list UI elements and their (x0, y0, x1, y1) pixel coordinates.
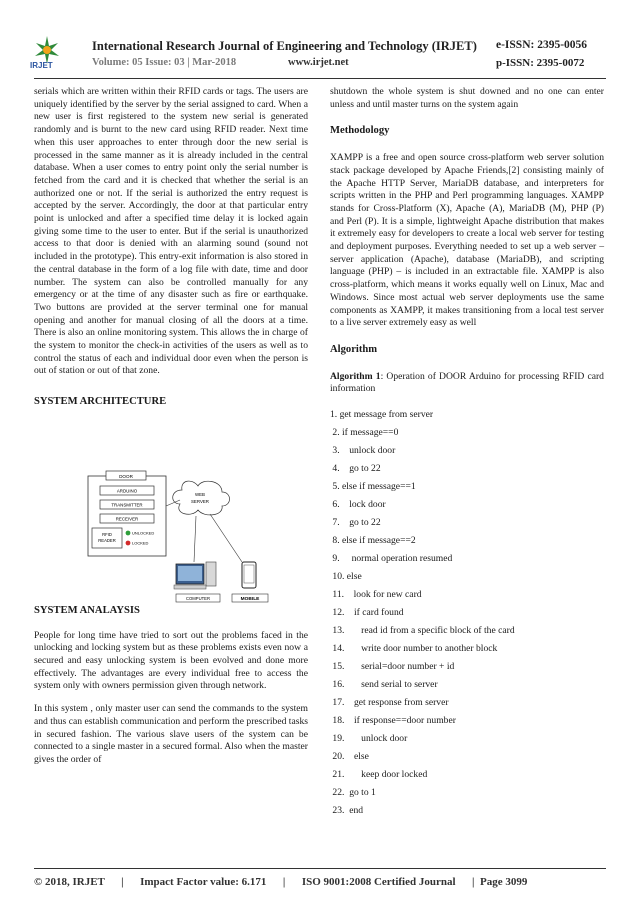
footer-impact-factor: Impact Factor value: 6.171 (140, 876, 267, 888)
mobile-icon (242, 562, 256, 588)
journal-title: International Research Journal of Engineering and Technology (IRJET) (92, 39, 477, 53)
locked-label: LOCKED (132, 540, 149, 546)
algorithm-step: 7. go to 22 (330, 517, 381, 529)
algorithm-description: : Operation of DOOR Arduino for processing RFID card information (330, 370, 604, 395)
algorithm-step: 6. lock door (330, 499, 386, 511)
connector-line (194, 516, 196, 562)
unlocked-led-icon (126, 531, 131, 536)
algorithm-step: 14. write door number to another block (330, 643, 498, 655)
body-paragraph: serials which are written within their RFID cards or tags. The users are uniquely identified by the server by the serial assigned to card. When a new user is first registered to the system new serial is generated randomly and is burnt to the new card using RFID reader. Next time when this user approaches to enter through door the new serial is processed in the same manner as it is already included in the central database. When a user comes to entry point only the serial number is fetched from the card and it is checked that whether the serial is an authorized one or not. If the serial is authorized the entry request is accepted by the server. Accordingly, the door at that particular entry point is unlocked and after a specified time delay it is locked again giving some time to the user to enter. But if the serial is unauthorized access to that door is denied with an alarming sound (sound not included in the prototype). This entry-exit information is also stored in the central database in the form of a log file with date, time and door number. The system can also be controlled manually for any emergency or at the time of any disaster such as fire or earthquake. Two buttons are provided at the server terminal one for manual opening and another for manual closing of all the doors at a time. There is also an online monitoring system. This allows the in charge of the system to monitor the check-in activities of the users as well as to control the status of each and individual door even when the person is out of station or out of that zone. (34, 86, 308, 377)
algorithm-step: 17. get response from server (330, 697, 449, 709)
algorithm-step: 2. if message==0 (330, 427, 399, 439)
body-paragraph: shutdown the whole system is shut downed and no one can enter unless and until master turns on the system again (330, 86, 604, 110)
computer-label: COMPUTER (186, 596, 210, 601)
locked-led-icon (126, 541, 131, 546)
journal-header (0, 0, 638, 78)
algorithm-step: 20. else (330, 751, 369, 763)
footer-iso: ISO 9001:2008 Certified Journal (301, 876, 456, 888)
algorithm-step: 16. send serial to server (330, 679, 438, 691)
rfid-label-1: RFID (102, 532, 112, 537)
body-paragraph: In this system , only master user can send the commands to the system and thus can establish communication and perform the prescribed tasks in secured fashion. The various slave users of the system can be connected to a single master in a secured formal. Also when the master gives the order of (34, 703, 308, 765)
web-label: WEB (194, 492, 206, 497)
left-column (34, 86, 308, 777)
algorithm-step: 5. else if message==1 (330, 481, 416, 493)
algorithm-step: 4. go to 22 (330, 463, 381, 475)
receiver-label: RECEIVER (115, 516, 139, 522)
right-column (330, 86, 604, 820)
page-footer: © 2018, IRJET | Impact Factor value: 6.171 | ISO 9001:2008 Certified Journal | Page 3099 (34, 876, 528, 888)
web-server-cloud-icon (173, 481, 230, 515)
volume-issue: Volume: 05 Issue: 03 | Mar-2018 (92, 57, 237, 68)
algorithm-caption (330, 371, 604, 396)
connector-line (210, 514, 242, 562)
algorithm-label: Algorithm 1 (330, 370, 381, 382)
algorithm-step: 11. look for new card (330, 589, 422, 601)
server-label: SERVER (191, 499, 209, 504)
footer-copyright: © 2018, IRJET (34, 876, 105, 888)
door-label: DOOR (119, 474, 133, 479)
section-heading-algorithm: Algorithm (330, 343, 378, 355)
mobile-label: MOBILE (240, 597, 260, 602)
p-issn: p-ISSN: 2395-0072 (496, 57, 585, 69)
footer-divider (34, 868, 606, 869)
body-paragraph: People for long time have tried to sort out the problems faced in the unlocking and locking system but as these problems exists even now a secured and easy unlocking system is been evolved and done more effectively. The advantages are every individual free to access the system only with owners permission given through network. (34, 629, 308, 692)
algorithm-step: 13. read id from a specific block of the card (330, 625, 515, 637)
section-heading-architecture: SYSTEM ARCHITECTURE (34, 396, 167, 408)
computer-icon (174, 562, 216, 589)
algorithm-step: 10. else (330, 571, 362, 583)
arduino-label: ARDUINO (116, 488, 138, 494)
logo-text: IRJET (30, 61, 53, 70)
algorithm-step: 18. if response==door number (330, 715, 456, 727)
e-issn: e-ISSN: 2395-0056 (496, 39, 588, 51)
algorithm-steps (330, 406, 604, 820)
algorithm-step: 8. else if message==2 (330, 535, 416, 547)
algorithm-step: 22. go to 1 (330, 787, 376, 799)
algorithm-step: 1. get message from server (330, 409, 434, 421)
algorithm-step: 12. if card found (330, 607, 404, 619)
journal-url[interactable]: www.irjet.net (288, 57, 349, 68)
footer-page-number: Page 3099 (479, 876, 528, 888)
unlocked-label: UNLOCKED (132, 530, 155, 536)
algorithm-step: 15. serial=door number + id (330, 661, 455, 673)
algorithm-step: 3. unlock door (330, 445, 396, 457)
section-heading-methodology: Methodology (330, 125, 390, 137)
transmitter-label: TRANSMITTER (111, 502, 143, 508)
algorithm-step: 23. end (330, 805, 364, 817)
rfid-label-2: READER (98, 538, 116, 543)
header-divider (34, 78, 606, 79)
section-heading-analysis: SYSTEM ANALAYSIS (34, 604, 140, 616)
body-paragraph: XAMPP is a free and open source cross-platform web server solution stack package developed by Apache Friends,[2] consisting mainly of the Apache HTTP Server, MariaDB database, and interpreters for scripts written in the PHP and Perl programming languages. XAMPP stands for Cross-Platform (X), Apache (A), MariaDB (M), PHP (P) and Perl (P). It is a simple, lightweight Apache distribution that makes it extremely easy for developers to create a local web server for testing and deployment purposes. Everything needed to set up a web server – server application (Apache), database (MariaDB), and scripting language (PHP) – is included in an extractable file. XAMPP is also cross-platform, which means it works equally well on Linux, Mac and Windows. Since most actual web server deployments use the same components as XAMPP, it makes transitioning from a local test server to a live server extremely easy as well (330, 152, 604, 329)
algorithm-step: 9. normal operation resumed (330, 553, 453, 565)
system-architecture-diagram (84, 470, 284, 620)
algorithm-step: 19. unlock door (330, 733, 408, 745)
algorithm-step: 21. keep door locked (330, 769, 428, 781)
